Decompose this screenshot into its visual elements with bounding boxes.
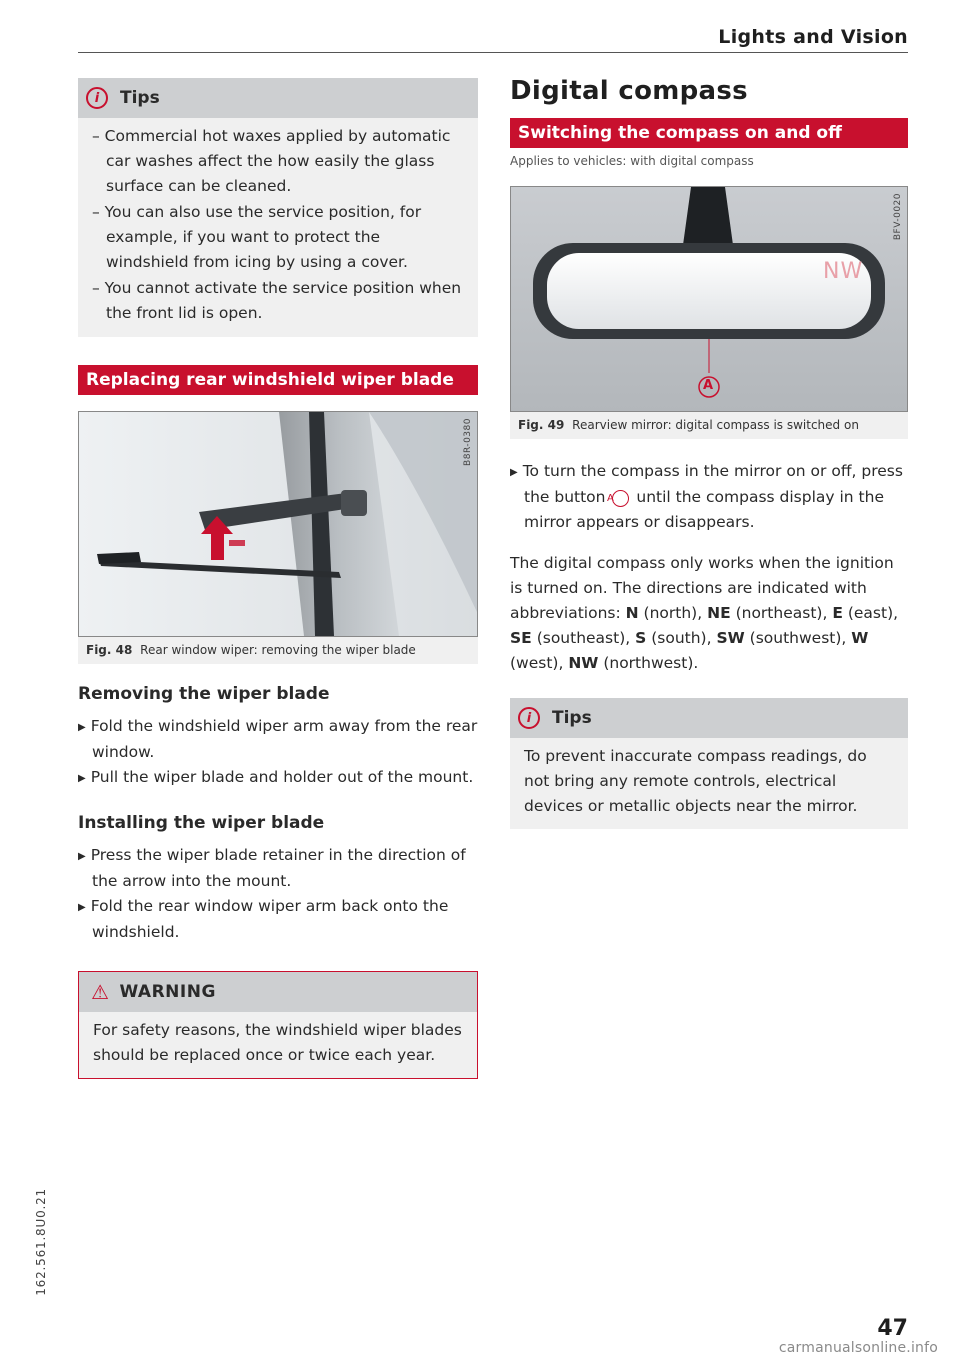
dir-n-desc: (north),	[638, 604, 708, 622]
figure-code: BFV-0020	[893, 193, 903, 241]
dir-w: W	[851, 629, 869, 647]
header-rule	[78, 52, 908, 53]
step-item	[78, 843, 478, 894]
dir-e-desc: (east),	[842, 604, 899, 622]
tips-item: – Commercial hot waxes applied by automatic car washes affect the how easily the glass surface can be cleaned.	[92, 127, 451, 195]
mirror-illustration	[510, 186, 908, 412]
bullet-triangle-icon: ▶	[78, 851, 86, 862]
right-column	[510, 74, 908, 829]
dir-nw-desc: (northwest).	[598, 654, 699, 672]
installing-heading: Installing the wiper blade	[78, 813, 325, 833]
desc-text: The digital compass only works when the ignition is turned on. The directions are indicated with abbreviations:	[510, 554, 894, 622]
button-a-icon: A	[612, 490, 629, 507]
figure-caption	[78, 637, 478, 664]
figure-label: Fig. 49	[518, 418, 565, 432]
dir-sw: SW	[716, 629, 745, 647]
dir-n: N	[625, 604, 639, 622]
page-number: 47	[877, 1316, 908, 1341]
tips-header	[78, 78, 478, 118]
tips-box-compass	[510, 698, 908, 829]
page-title: Digital compass	[510, 76, 748, 106]
section-bar-compass: Switching the compass on and off	[510, 118, 908, 148]
dir-se-desc: (southeast),	[531, 629, 636, 647]
watermark: carmanualsonline.info	[778, 1340, 938, 1356]
wiper-drawing	[79, 412, 477, 636]
removing-heading: Removing the wiper blade	[78, 684, 330, 704]
section-title: Lights and Vision	[718, 26, 908, 48]
warning-triangle-icon: ⚠	[91, 980, 110, 1004]
step-text: Pull the wiper blade and holder out of the mount.	[90, 768, 474, 786]
bullet-triangle-icon: ▶	[78, 902, 86, 913]
compass-display: NW	[823, 259, 864, 284]
step-text: Fold the rear window wiper arm back onto the windshield.	[90, 897, 449, 941]
figure-caption	[510, 412, 908, 439]
step-item	[78, 765, 478, 791]
step-item	[78, 714, 478, 765]
dir-ne-desc: (northeast),	[730, 604, 833, 622]
figure-code: B8R-0380	[463, 418, 473, 466]
dir-nw: NW	[568, 654, 599, 672]
warning-box	[78, 971, 478, 1079]
step-text-before: To turn the compass in the mirror on or off, press the button	[522, 462, 903, 506]
applies-note: Applies to vehicles: with digital compass	[510, 154, 754, 168]
figure-caption-text: Rearview mirror: digital compass is switched on	[572, 418, 859, 432]
installing-steps	[78, 843, 478, 945]
dir-e: E	[832, 604, 843, 622]
figure-label: Fig. 48	[86, 643, 133, 657]
tips-item: – You can also use the service position, for example, if you want to protect the windshield from icing by using a cover.	[92, 203, 422, 271]
dir-w-desc: (west),	[510, 654, 569, 672]
figure-49	[510, 186, 908, 439]
step-text-after: until the compass display in the mirror appears or disappears.	[524, 488, 884, 531]
bullet-triangle-icon: ▶	[78, 722, 86, 733]
compass-step	[510, 459, 908, 535]
dir-s: S	[635, 629, 647, 647]
figure-caption-text: Rear window wiper: removing the wiper blade	[140, 643, 416, 657]
tips-box	[78, 78, 478, 337]
info-icon: i	[518, 707, 540, 729]
dir-ne: NE	[707, 604, 731, 622]
dir-sw-desc: (southwest),	[744, 629, 852, 647]
tips-body	[78, 118, 478, 337]
bullet-triangle-icon: ▶	[510, 467, 518, 478]
tips-title: Tips	[552, 708, 592, 728]
tips-title: Tips	[120, 88, 160, 108]
section-bar-wiper: Replacing rear windshield wiper blade	[78, 365, 478, 395]
warning-title: WARNING	[119, 982, 216, 1002]
compass-description	[510, 551, 908, 676]
dir-se: SE	[510, 629, 532, 647]
tips-item: – You cannot activate the service position when the front lid is open.	[92, 279, 462, 322]
figure-48	[78, 411, 478, 664]
tips-body: To prevent inaccurate compass readings, do not bring any remote controls, electrical devices or metallic objects near the mirror.	[524, 747, 867, 815]
bullet-triangle-icon: ▶	[78, 773, 86, 784]
wiper-illustration	[78, 411, 478, 637]
callout-a: A	[703, 378, 714, 393]
info-icon: i	[86, 87, 108, 109]
step-item	[78, 894, 478, 945]
step-item	[510, 459, 908, 535]
tips-header	[510, 698, 908, 738]
warning-body: For safety reasons, the windshield wiper blades should be replaced once or twice each year.	[93, 1021, 462, 1064]
warning-header	[79, 972, 477, 1012]
document-code: 162.561.8U0.21	[34, 1188, 48, 1296]
left-column	[78, 78, 478, 1079]
step-text: Fold the windshield wiper arm away from the rear window.	[90, 717, 478, 761]
removing-steps	[78, 714, 478, 791]
dir-s-desc: (south),	[646, 629, 717, 647]
step-text: Press the wiper blade retainer in the direction of the arrow into the mount.	[90, 846, 466, 890]
